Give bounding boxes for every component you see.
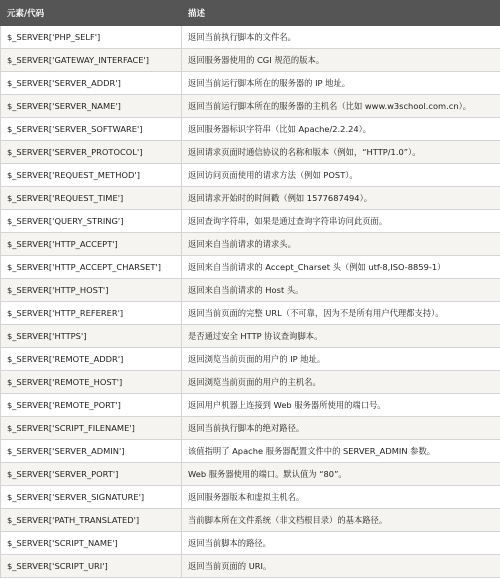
description-cell: 返回服务器版本和虚拟主机名。 [182, 486, 500, 509]
description-cell: 返回来自当前请求的 Host 头。 [182, 279, 500, 302]
table-row [1, 187, 500, 210]
description-cell: 返回当前执行脚本的文件名。 [182, 26, 500, 49]
table-row [1, 141, 500, 164]
table-row [1, 118, 500, 141]
description-cell: 返回浏览当前页面的用户的主机名。 [182, 371, 500, 394]
variable-cell: $_SERVER['SERVER_SIGNATURE'] [1, 486, 182, 509]
description-cell: 返回当前执行脚本的绝对路径。 [182, 417, 500, 440]
variable-cell: $_SERVER['HTTPS'] [1, 325, 182, 348]
description-cell: 返回请求页面时通信协议的名称和版本（例如，“HTTP/1.0”）。 [182, 141, 500, 164]
table-row [1, 417, 500, 440]
column-header-description: 描述 [182, 1, 500, 26]
variable-cell: $_SERVER['QUERY_STRING'] [1, 210, 182, 233]
table-row [1, 348, 500, 371]
table-row [1, 509, 500, 532]
table-row [1, 532, 500, 555]
variable-cell: $_SERVER['SERVER_ADDR'] [1, 72, 182, 95]
variable-cell: $_SERVER['SERVER_SOFTWARE'] [1, 118, 182, 141]
description-cell: 返回用户机器上连接到 Web 服务器所使用的端口号。 [182, 394, 500, 417]
table-row [1, 555, 500, 578]
variable-cell: $_SERVER['HTTP_ACCEPT'] [1, 233, 182, 256]
table-row [1, 394, 500, 417]
table-row [1, 72, 500, 95]
description-cell: 返回当前页面的完整 URL（不可靠，因为不是所有用户代理都支持）。 [182, 302, 500, 325]
variable-cell: $_SERVER['REQUEST_METHOD'] [1, 164, 182, 187]
table-row [1, 371, 500, 394]
variable-cell: $_SERVER['REMOTE_ADDR'] [1, 348, 182, 371]
description-cell: 返回请求开始时的时间戳（例如 1577687494）。 [182, 187, 500, 210]
variable-cell: $_SERVER['PHP_SELF'] [1, 26, 182, 49]
table-row [1, 463, 500, 486]
description-cell: 返回浏览当前页面的用户的 IP 地址。 [182, 348, 500, 371]
description-cell: 返回查询字符串，如果是通过查询字符串访问此页面。 [182, 210, 500, 233]
table-row [1, 440, 500, 463]
description-cell: 当前脚本所在文件系统（非文档根目录）的基本路径。 [182, 509, 500, 532]
description-cell: 返回来自当前请求的请求头。 [182, 233, 500, 256]
table-row [1, 279, 500, 302]
description-cell: 返回服务器使用的 CGI 规范的版本。 [182, 49, 500, 72]
column-header-element: 元素/代码 [1, 1, 182, 26]
table-row [1, 49, 500, 72]
table-row [1, 210, 500, 233]
description-cell: 返回当前页面的 URI。 [182, 555, 500, 578]
variable-cell: $_SERVER['REQUEST_TIME'] [1, 187, 182, 210]
variable-cell: $_SERVER['SCRIPT_NAME'] [1, 532, 182, 555]
table-header-row [1, 1, 500, 26]
variable-cell: $_SERVER['SCRIPT_URI'] [1, 555, 182, 578]
description-cell: 返回当前运行脚本所在的服务器的 IP 地址。 [182, 72, 500, 95]
variable-cell: $_SERVER['SERVER_PROTOCOL'] [1, 141, 182, 164]
variable-cell: $_SERVER['SERVER_NAME'] [1, 95, 182, 118]
description-cell: 返回访问页面使用的请求方法（例如 POST）。 [182, 164, 500, 187]
description-cell: 返回当前运行脚本所在的服务器的主机名（比如 www.w3school.com.cn）。 [182, 95, 500, 118]
variable-cell: $_SERVER['HTTP_ACCEPT_CHARSET'] [1, 256, 182, 279]
table-body [1, 26, 500, 578]
variable-cell: $_SERVER['PATH_TRANSLATED'] [1, 509, 182, 532]
table-row [1, 302, 500, 325]
description-cell: 返回来自当前请求的 Accept_Charset 头（例如 utf-8,ISO-8859-1） [182, 256, 500, 279]
table-row [1, 325, 500, 348]
table-row [1, 95, 500, 118]
table-row [1, 256, 500, 279]
table-row [1, 486, 500, 509]
description-cell: Web 服务器使用的端口。默认值为 “80”。 [182, 463, 500, 486]
variable-cell: $_SERVER['SCRIPT_FILENAME'] [1, 417, 182, 440]
table-row [1, 26, 500, 49]
variable-cell: $_SERVER['REMOTE_PORT'] [1, 394, 182, 417]
variable-cell: $_SERVER['GATEWAY_INTERFACE'] [1, 49, 182, 72]
variable-cell: $_SERVER['SERVER_PORT'] [1, 463, 182, 486]
description-cell: 返回当前脚本的路径。 [182, 532, 500, 555]
table-row [1, 233, 500, 256]
variable-cell: $_SERVER['REMOTE_HOST'] [1, 371, 182, 394]
variable-cell: $_SERVER['HTTP_REFERER'] [1, 302, 182, 325]
description-cell: 是否通过安全 HTTP 协议查询脚本。 [182, 325, 500, 348]
description-cell: 该值指明了 Apache 服务器配置文件中的 SERVER_ADMIN 参数。 [182, 440, 500, 463]
description-cell: 返回服务器标识字符串（比如 Apache/2.2.24）。 [182, 118, 500, 141]
variable-cell: $_SERVER['SERVER_ADMIN'] [1, 440, 182, 463]
table-row [1, 164, 500, 187]
variable-cell: $_SERVER['HTTP_HOST'] [1, 279, 182, 302]
